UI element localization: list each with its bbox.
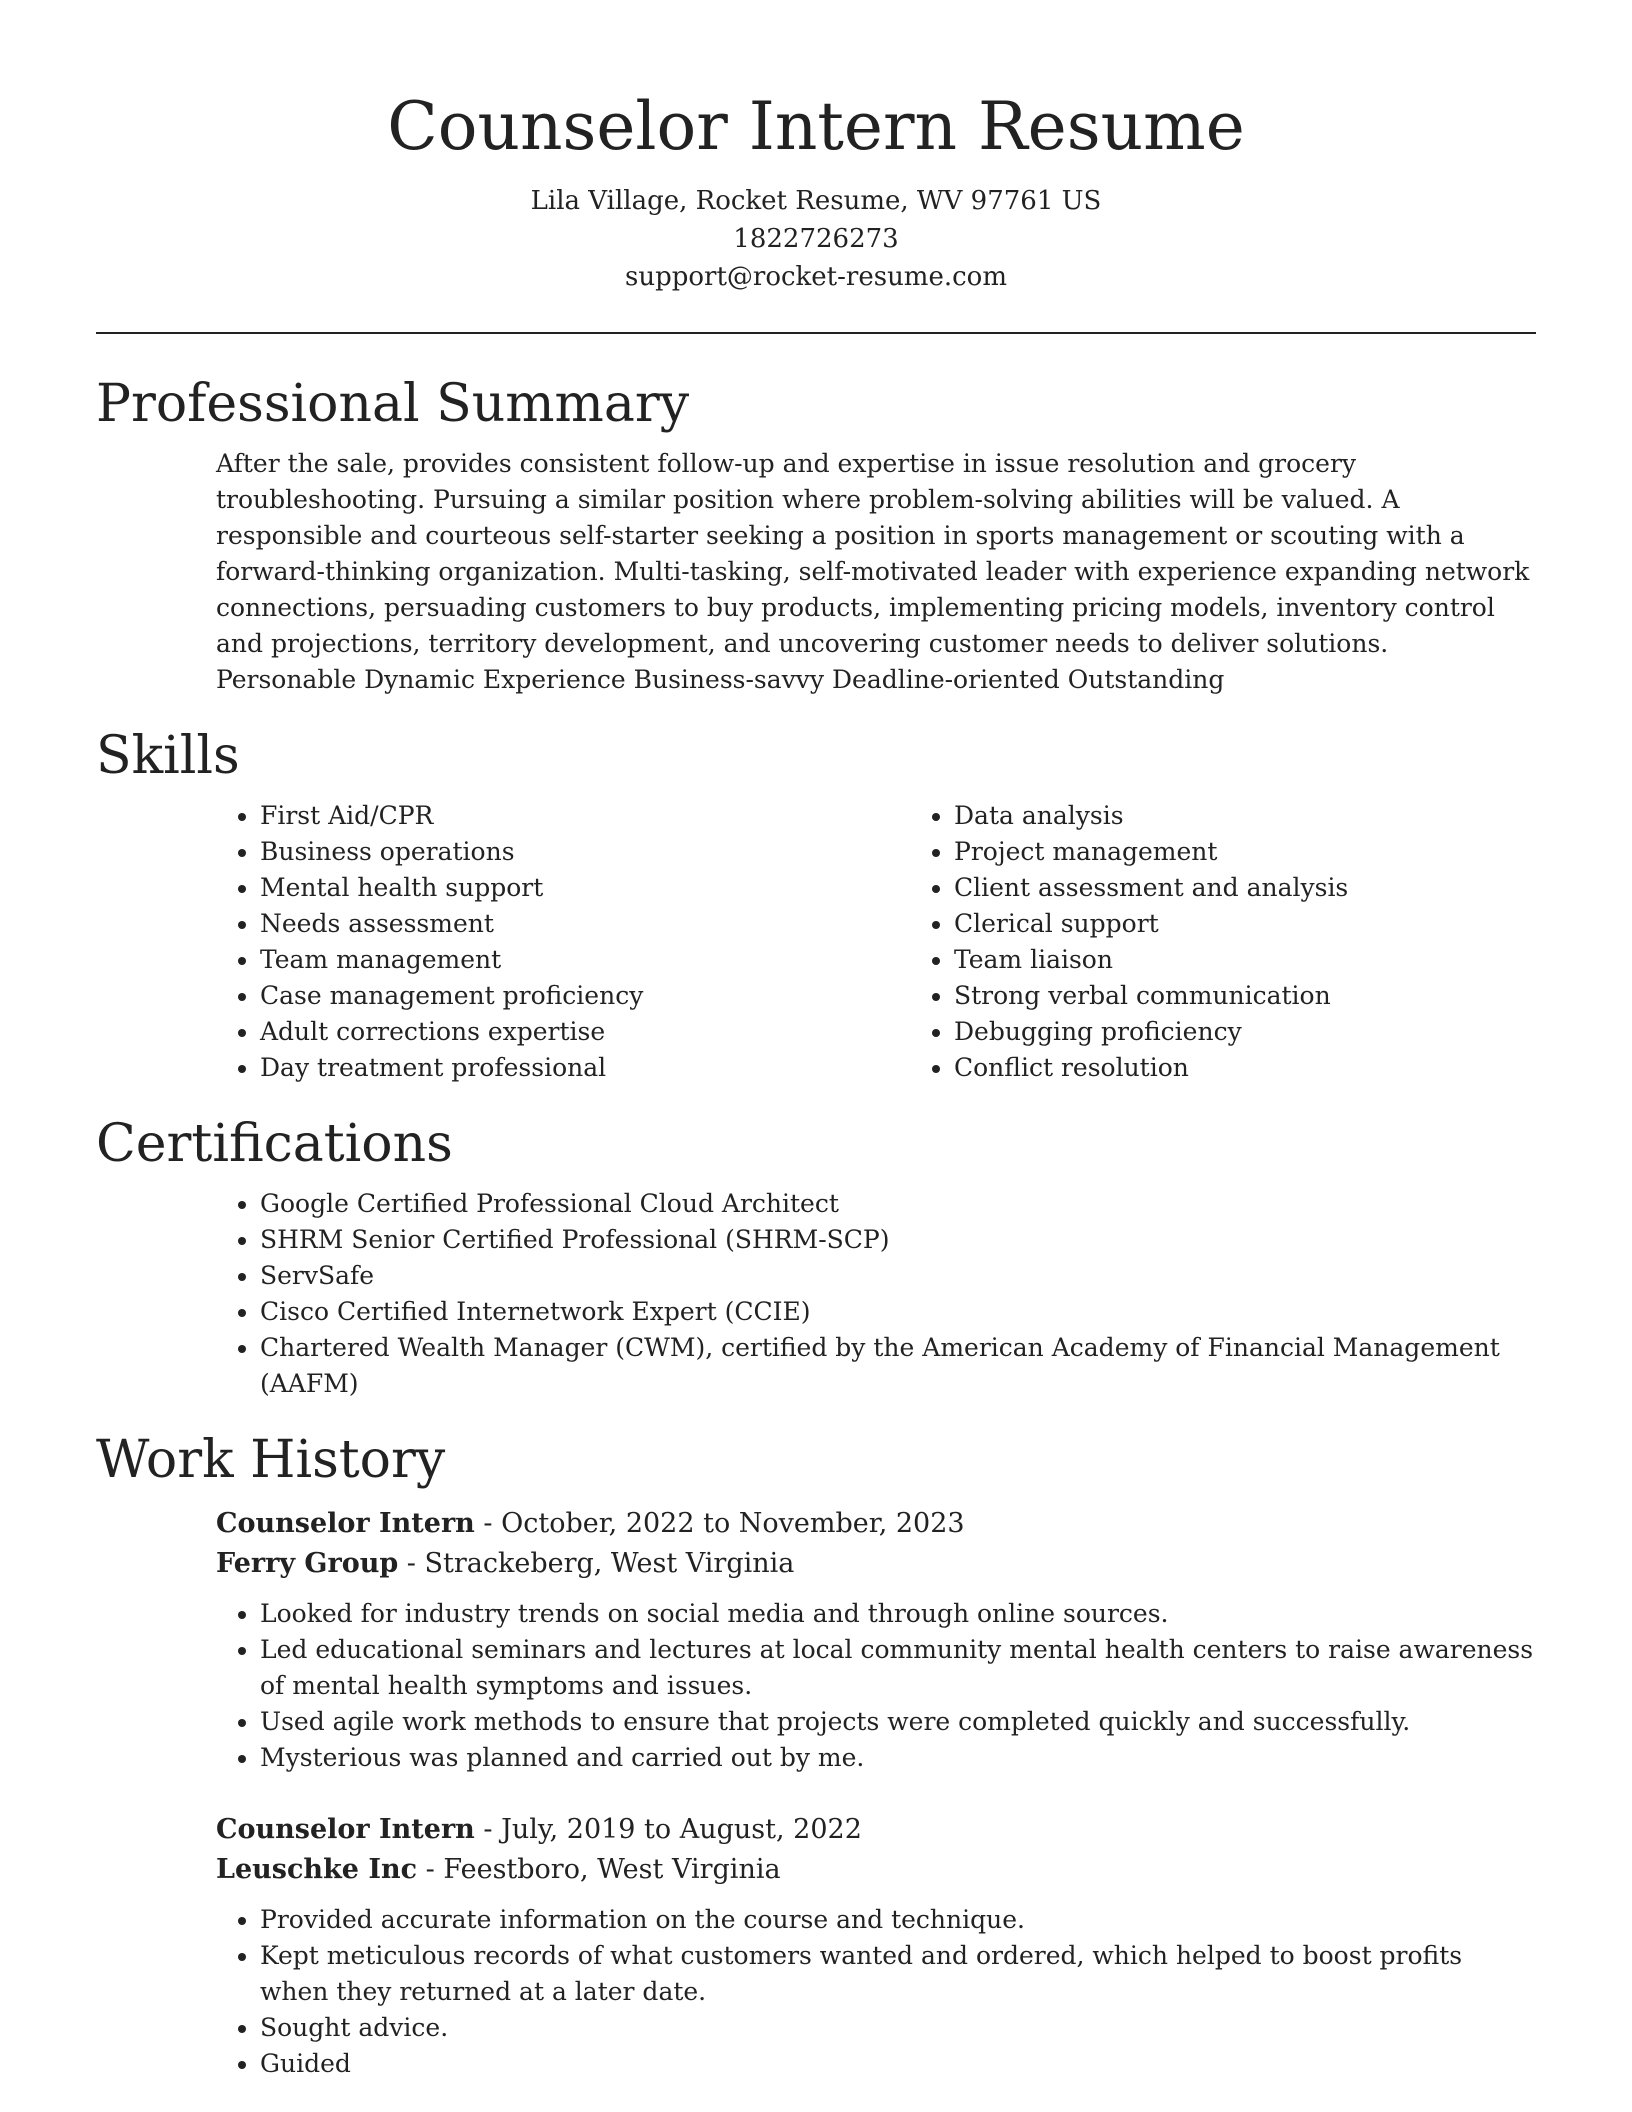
skills-grid (96, 788, 1632, 1086)
email-address: support@rocket-resume.com (624, 262, 1007, 292)
job-dates: - July, 2019 to August, 2022 (474, 1814, 862, 1845)
job-dates: - October, 2022 to November, 2023 (474, 1508, 965, 1539)
job-duty: • Led educational seminars and lectures at local community mental health centers to raise awareness of mental health symptoms and issues. (260, 1632, 1536, 1704)
skill-item: • Team liaison (954, 942, 1604, 978)
skill-item: • Business operations (260, 834, 910, 870)
certification-item: • SHRM Senior Certified Professional (SHRM-SCP) (260, 1222, 1536, 1258)
work-history-section (96, 1428, 1536, 2082)
skill-item: • Clerical support (954, 906, 1604, 942)
certification-item: • Cisco Certified Internetwork Expert (CCIE) (260, 1294, 1536, 1330)
contact-info (96, 182, 1536, 296)
work-history-heading: Work History (96, 1430, 446, 1490)
skills-heading: Skills (96, 726, 240, 786)
certification-item: • ServSafe (260, 1258, 1536, 1294)
summary-text: After the sale, provides consistent follow-up and expertise in issue resolution and grocery troubleshooting. Pursuing a similar position where problem-solving abilities will be valued. A responsible and courteous self-starter seeking a position in sports management or scouting with a forward-thinking organization. Multi-tasking, self-motivated leader with experience expanding network connections, persuading customers to buy products, implementing pricing models, inventory control and projections, territory development, and uncovering customer needs to deliver solutions. Personable Dynamic Experience Business-savvy Deadline-oriented Outstanding (216, 449, 1530, 694)
job-company-line (216, 1544, 1536, 1584)
job-duty: • Sought advice. (260, 2010, 1536, 2046)
skill-item: • Case management proficiency (260, 978, 910, 1014)
job-duty: • Kept meticulous records of what customers wanted and ordered, which helped to boost profits when they returned at a later date. (260, 1938, 1536, 2010)
address: Lila Village, Rocket Resume, WV 97761 US (530, 186, 1102, 216)
job-title-line (216, 1504, 1536, 1544)
job-duty: • Guided (260, 2046, 1536, 2082)
certification-item: • Google Certified Professional Cloud Architect (260, 1186, 1536, 1222)
phone-number: 1822726273 (733, 224, 899, 254)
skill-item: • Client assessment and analysis (954, 870, 1604, 906)
job-duty: • Provided accurate information on the course and technique. (260, 1902, 1536, 1938)
certifications-section (96, 1112, 1536, 1402)
skill-item: • Project management (954, 834, 1604, 870)
skill-item: • Team management (260, 942, 910, 978)
job-entry (216, 1504, 1536, 1776)
job-duty: • Used agile work methods to ensure that projects were completed quickly and successfully. (260, 1704, 1536, 1740)
skills-section (96, 724, 1536, 1086)
job-location: - Strackeberg, West Virginia (398, 1548, 795, 1579)
summary-section (96, 372, 1536, 698)
skill-item: • Conflict resolution (954, 1050, 1604, 1086)
summary-heading: Professional Summary (96, 374, 690, 434)
certifications-list (216, 1186, 1536, 1402)
skill-item: • Needs assessment (260, 906, 910, 942)
skills-list-right (910, 798, 1604, 1086)
skill-item: • Strong verbal communication (954, 978, 1604, 1014)
job-entry (216, 1810, 1536, 2082)
certification-item: • Chartered Wealth Manager (CWM), certified by the American Academy of Financial Management (AAFM) (260, 1330, 1536, 1402)
job-duties-list (216, 1596, 1536, 1776)
header-divider (96, 332, 1536, 334)
resume-header (96, 0, 1536, 296)
job-duty: • Mysterious was planned and carried out by me. (260, 1740, 1536, 1776)
job-company: Leuschke Inc (216, 1854, 418, 1885)
skill-item: • Data analysis (954, 798, 1604, 834)
job-title-line (216, 1810, 1536, 1850)
job-company-line (216, 1850, 1536, 1890)
job-role: Counselor Intern (216, 1508, 475, 1539)
skill-item: • First Aid/CPR (260, 798, 910, 834)
job-location: - Feestboro, West Virginia (417, 1854, 781, 1885)
certifications-heading: Certifications (96, 1114, 453, 1174)
resume-title: Counselor Intern Resume (387, 88, 1245, 165)
skill-item: • Debugging proficiency (954, 1014, 1604, 1050)
job-company: Ferry Group (216, 1548, 399, 1579)
skill-item: • Day treatment professional (260, 1050, 910, 1086)
job-role: Counselor Intern (216, 1814, 475, 1845)
job-duties-list (216, 1902, 1536, 2082)
skills-list-left (216, 798, 910, 1086)
skill-item: • Adult corrections expertise (260, 1014, 910, 1050)
job-duty: • Looked for industry trends on social media and through online sources. (260, 1596, 1536, 1632)
skill-item: • Mental health support (260, 870, 910, 906)
